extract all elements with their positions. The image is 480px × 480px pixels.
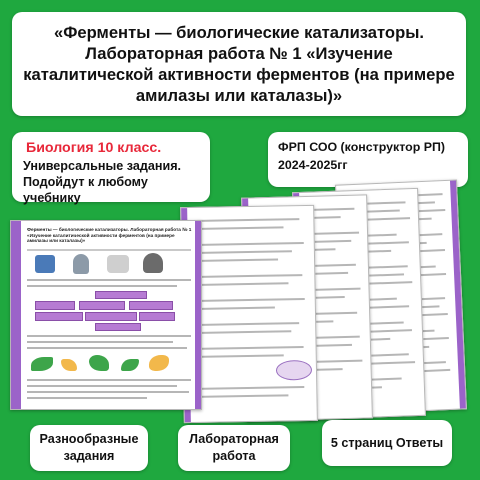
badge-pages-label: 5 страниц Ответы [330, 435, 444, 450]
enzyme-shape [31, 357, 53, 371]
preview-image-4 [143, 253, 163, 273]
badge-lab [178, 425, 290, 471]
preview-image-3 [107, 255, 129, 273]
page-border-strip [450, 180, 466, 408]
frp-line-2: 2024-2025гг [278, 158, 348, 172]
page-border-strip [11, 221, 21, 409]
description-text: Универсальные задания. Подойдут к любому учебнику [23, 159, 182, 205]
class-card [12, 132, 210, 205]
preview-image-2 [73, 254, 89, 274]
page-title: «Ферменты — биологические катализаторы. Лабораторная работа № 1 «Изучение каталитической активности ферментов (на примере амилазы или каталазы)» [23, 23, 455, 105]
frp-card [268, 132, 468, 187]
enzyme-shape [61, 359, 77, 371]
diagram-oval [276, 360, 312, 381]
table-cell [129, 301, 173, 310]
subject-label: Биология 10 класс. [26, 140, 162, 156]
page-border-strip [195, 221, 201, 409]
table-cell [85, 312, 137, 321]
badge-variety-label: Разнообразные задания [39, 432, 139, 463]
table-cell [79, 301, 125, 310]
enzyme-shape [89, 355, 109, 371]
table-header-box [95, 291, 147, 299]
preview-doc-title: Ферменты — биологические катализаторы. Лабораторная работа № 1 «Изучение каталитической активности ферментов (на примере амилазы или каталазы)» [27, 227, 192, 244]
badge-variety [30, 425, 148, 471]
enzyme-shape [121, 359, 139, 371]
preview-image-1 [35, 255, 55, 273]
title-card [12, 12, 466, 116]
table-cell [35, 301, 75, 310]
badge-pages [322, 420, 452, 466]
enzyme-shape [149, 355, 169, 371]
frp-line-1: ФРП СОО (конструктор РП) [278, 140, 446, 154]
table-cell [139, 312, 175, 321]
table-cell [35, 312, 83, 321]
table-cell [95, 323, 141, 331]
badge-lab-label: Лабораторная работа [189, 432, 279, 463]
preview-page-1 [10, 220, 202, 410]
